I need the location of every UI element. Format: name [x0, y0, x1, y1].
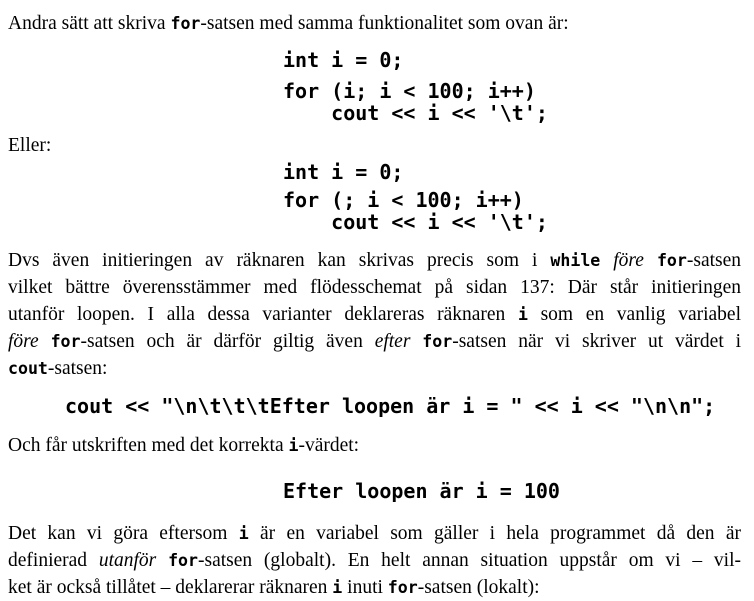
- emphasized-text: utanför: [98, 550, 157, 571]
- inline-code: for: [50, 332, 81, 351]
- code-line: for (; i < 100; i++): [283, 188, 524, 212]
- inline-code: for: [422, 332, 453, 351]
- code-block-for-variant-2: [283, 161, 741, 233]
- code-block-for-variant-1: [283, 49, 741, 124]
- paragraph-output-intro: [8, 432, 741, 459]
- body-text: -satsen:: [47, 358, 108, 379]
- body-text: inuti: [342, 577, 388, 598]
- body-text: Det kan vi göra eftersom: [8, 523, 239, 544]
- text-line: [8, 520, 741, 547]
- body-text: [156, 550, 168, 571]
- emphasized-text: före: [613, 250, 644, 271]
- body-text: -satsen med samma funktionalitet som ovan är:: [200, 13, 569, 34]
- inline-code: i: [517, 305, 528, 324]
- body-text: ket är också tillåtet – deklarerar räknaren: [8, 577, 333, 598]
- body-text: [410, 331, 422, 352]
- inline-code: for: [656, 251, 687, 270]
- paragraph-eller: [8, 132, 741, 159]
- inline-code: while: [550, 251, 601, 270]
- code-line: cout << "\n\t\t\tEfter loopen är i = " << i << "\n\n";: [65, 394, 716, 418]
- body-text: -satsen: [686, 250, 742, 271]
- text-line: [8, 328, 741, 355]
- body-text: -värdet:: [298, 435, 360, 456]
- emphasized-text: före: [8, 331, 39, 352]
- body-text: [600, 250, 613, 271]
- paragraph-closing: [8, 520, 741, 601]
- body-text: Eller:: [8, 135, 52, 156]
- text-line: [8, 274, 741, 301]
- code-line: int i = 0;: [283, 160, 404, 184]
- body-text: utanför loopen. I alla dessa varianter deklareras räknaren: [8, 304, 518, 325]
- paragraph-intro: [8, 10, 741, 37]
- inline-code: i: [238, 524, 249, 543]
- text-line: [8, 10, 741, 37]
- inline-code: for: [168, 551, 198, 570]
- body-text: definierad: [8, 550, 99, 571]
- text-line: [8, 247, 741, 274]
- code-line: int i = 0;: [283, 48, 404, 72]
- body-text: -satsen (globalt). En helt annan situation uppstår om vi – vil-: [197, 550, 741, 571]
- inline-code: cout: [8, 359, 48, 378]
- body-text: -satsen när vi skriver ut värdet i: [452, 331, 742, 352]
- body-text: Och får utskriften med det korrekta: [8, 435, 289, 456]
- program-output-line: [283, 479, 741, 503]
- text-line: [8, 355, 741, 382]
- code-line: Efter loopen är i = 100: [283, 479, 560, 503]
- text-line: [8, 132, 741, 159]
- body-text: vilket bättre överensstämmer med flödesschemat på sidan 137: Där står initieringen: [8, 277, 741, 298]
- body-text: [39, 331, 51, 352]
- emphasized-text: efter: [374, 331, 411, 352]
- body-text: är en variabel som gäller i hela programmet då den är: [248, 523, 741, 544]
- body-text: som en vanlig variabel: [527, 304, 741, 325]
- code-line-cout-statement: [65, 394, 741, 418]
- text-line: [8, 547, 741, 574]
- body-text: [644, 250, 657, 271]
- inline-code: for: [170, 14, 201, 33]
- body-text: Andra sätt att skriva: [8, 13, 171, 34]
- inline-code: i: [332, 578, 343, 597]
- code-line: cout << i << '\t';: [283, 101, 548, 125]
- body-text: -satsen (lokalt):: [417, 577, 540, 598]
- text-line: [8, 574, 741, 601]
- inline-code: i: [288, 436, 299, 455]
- inline-code: for: [387, 578, 418, 597]
- text-line: [8, 432, 741, 459]
- code-line: for (i; i < 100; i++): [283, 79, 536, 103]
- code-line: cout << i << '\t';: [283, 210, 548, 234]
- paragraph-explanation: [8, 247, 741, 382]
- body-text: Dvs även initieringen av räknaren kan skrivas precis som i: [8, 250, 551, 271]
- text-line: [8, 301, 741, 328]
- body-text: -satsen och är därför giltig även: [80, 331, 375, 352]
